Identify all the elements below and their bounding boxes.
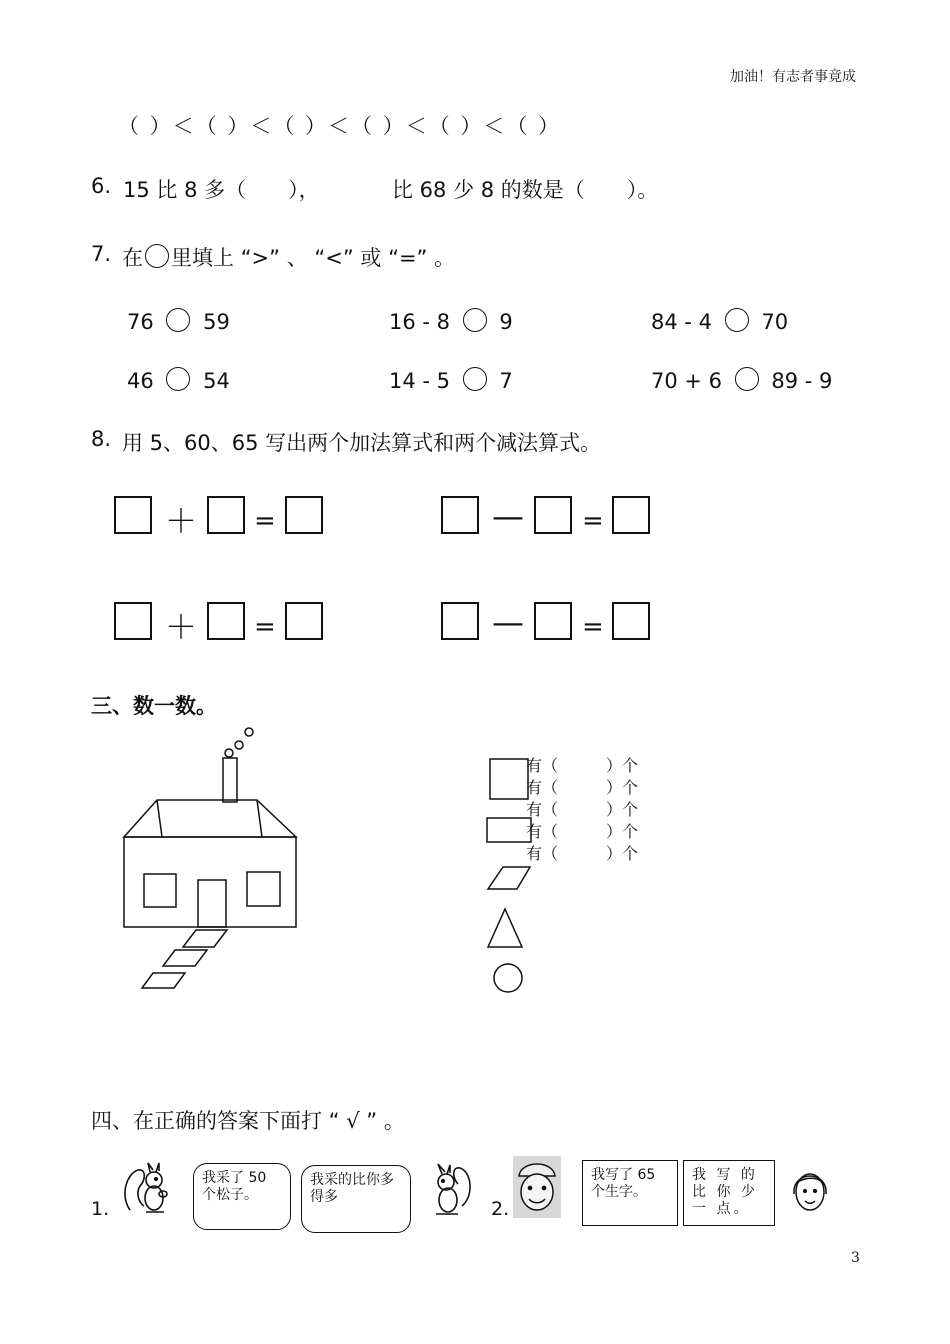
compare-left: 46 <box>127 369 154 393</box>
answer-box[interactable] <box>207 602 245 640</box>
compare-right: 54 <box>203 369 230 393</box>
count-suffix: ）个 <box>606 756 639 775</box>
count-prefix: 有（ <box>526 778 559 797</box>
answer-box[interactable] <box>114 602 152 640</box>
speech-bubble-left: 我采了 50 个松子。 <box>193 1163 291 1230</box>
equals-sign: = <box>582 612 604 642</box>
count-suffix: ）个 <box>606 800 639 819</box>
boy-face-icon <box>513 1156 561 1218</box>
q2-number: 2. <box>491 1198 510 1220</box>
answer-box[interactable] <box>441 602 479 640</box>
compare-left: 70 + 6 <box>651 369 723 393</box>
section3-heading: 三、数一数。 <box>91 694 217 718</box>
compare-item <box>127 308 230 334</box>
compare-left: 14 - 5 <box>389 369 451 393</box>
compare-left: 16 - 8 <box>389 310 451 334</box>
answer-box[interactable] <box>285 602 323 640</box>
minus-sign: — <box>492 497 524 535</box>
count-row <box>526 775 638 798</box>
plus-sign: ＋ <box>165 608 198 646</box>
section4-heading: 四、在正确的答案下面打 “ √ ” 。 <box>91 1109 405 1133</box>
q6-number: 6. <box>91 174 112 198</box>
q6-part2: 比 68 少 8 的数是（ ）。 <box>392 178 659 202</box>
circle-icon <box>145 244 169 268</box>
compare-circle[interactable] <box>166 367 190 391</box>
compare-item <box>127 367 230 393</box>
compare-right: 59 <box>203 310 230 334</box>
minus-sign: — <box>492 603 524 641</box>
compare-right: 7 <box>499 369 513 393</box>
compare-left: 84 - 4 <box>651 310 713 334</box>
girl-face-icon <box>790 1160 830 1218</box>
compare-right: 89 - 9 <box>771 369 833 393</box>
count-suffix: ）个 <box>606 822 639 841</box>
squirrel-left-icon <box>122 1160 174 1220</box>
compare-circle[interactable] <box>735 367 759 391</box>
equals-sign: = <box>254 506 276 536</box>
compare-item <box>389 367 513 393</box>
compare-right: 9 <box>499 310 513 334</box>
speech-bubble-left: 我写了 65 个生字。 <box>582 1160 678 1226</box>
house-drawing <box>110 720 310 1000</box>
compare-circle[interactable] <box>463 367 487 391</box>
speech-bubble-right: 我采的比你多得多 <box>301 1165 411 1233</box>
header-motto: 加油！有志者事竟成 <box>730 69 856 85</box>
answer-box[interactable] <box>207 496 245 534</box>
page-number: 3 <box>851 1250 860 1266</box>
compare-item <box>389 308 513 334</box>
q7-instruction <box>122 242 455 272</box>
q8-number: 8. <box>91 427 112 451</box>
count-prefix: 有（ <box>526 800 559 819</box>
plus-sign: ＋ <box>165 502 198 540</box>
count-suffix: ）个 <box>606 844 639 863</box>
q7-suffix: 里填上 “>” 、 “<” 或 “=” 。 <box>171 246 456 270</box>
order-row: （ ）＜（ ）＜（ ）＜（ ）＜（ ）＜（ ） <box>118 114 562 138</box>
q6-part1: 15 比 8 多（ ）， <box>123 178 320 202</box>
count-prefix: 有（ <box>526 756 559 775</box>
compare-item <box>651 367 832 393</box>
count-prefix: 有（ <box>526 822 559 841</box>
compare-circle[interactable] <box>725 308 749 332</box>
count-row <box>526 753 638 776</box>
compare-item <box>651 308 788 334</box>
q7-number: 7. <box>91 242 112 266</box>
count-row <box>526 841 638 864</box>
q1-number: 1. <box>91 1198 110 1220</box>
answer-box[interactable] <box>285 496 323 534</box>
compare-left: 76 <box>127 310 154 334</box>
speech-bubble-right: 我 写 的 比 你 少 一 点。 <box>683 1160 775 1226</box>
answer-box[interactable] <box>534 602 572 640</box>
compare-circle[interactable] <box>166 308 190 332</box>
answer-box[interactable] <box>441 496 479 534</box>
answer-box[interactable] <box>534 496 572 534</box>
answer-box[interactable] <box>114 496 152 534</box>
count-row <box>526 819 638 842</box>
q7-prefix: 在 <box>122 246 143 270</box>
compare-circle[interactable] <box>463 308 487 332</box>
answer-box[interactable] <box>612 602 650 640</box>
equals-sign: = <box>582 506 604 536</box>
count-row <box>526 797 638 820</box>
compare-right: 70 <box>761 310 789 334</box>
squirrel-right-icon <box>428 1160 474 1220</box>
q8-text: 用 5、60、65 写出两个加法算式和两个减法算式。 <box>122 431 602 455</box>
answer-box[interactable] <box>612 496 650 534</box>
equals-sign: = <box>254 612 276 642</box>
count-suffix: ）个 <box>606 778 639 797</box>
count-prefix: 有（ <box>526 844 559 863</box>
